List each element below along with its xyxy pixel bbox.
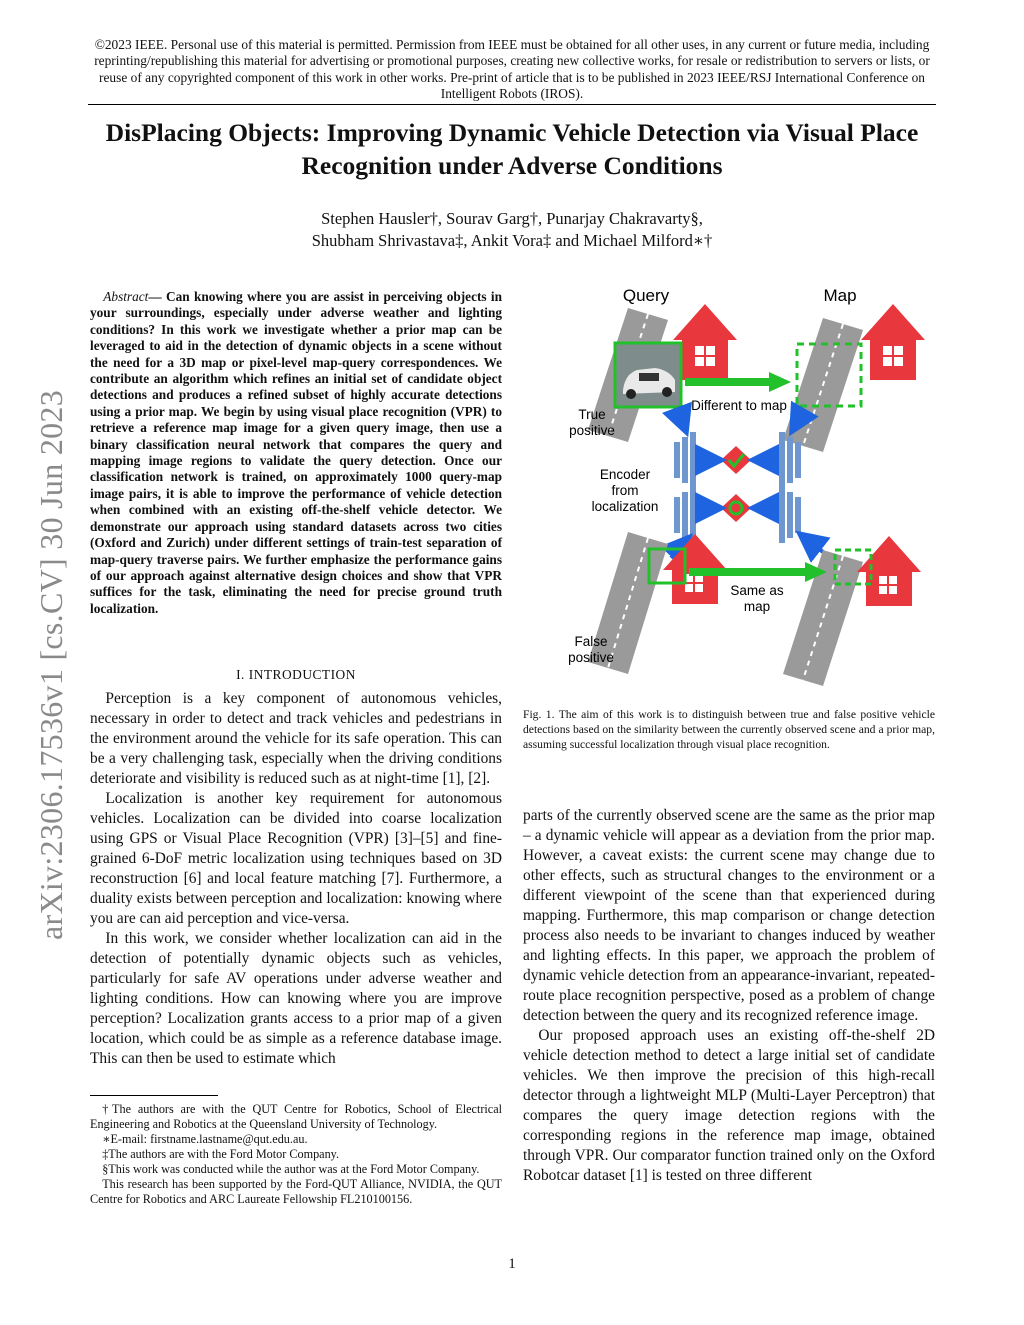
different-to-map-label: Different to map bbox=[691, 398, 787, 413]
right-column-text bbox=[523, 806, 935, 1186]
true-positive-line-2: positive bbox=[569, 423, 615, 438]
same-as-map-line-1: Same as bbox=[730, 583, 784, 598]
footnote-funding: This research has been supported by the Ford-QUT Alliance, NVIDIA, the QUT Centre for Robotics and ARC Laureate Fellowship FL210100156. bbox=[90, 1177, 502, 1206]
map-road-top bbox=[783, 318, 863, 452]
map-house-top bbox=[861, 304, 925, 380]
footnotes bbox=[90, 1102, 502, 1207]
header-rule bbox=[88, 104, 936, 105]
footnote-author-note: §This work was conducted while the author was at the Ford Motor Company. bbox=[102, 1162, 480, 1176]
query-encoder-top bbox=[674, 432, 696, 488]
arrow-detection-to-encoder bbox=[678, 410, 684, 426]
encoder-line-1: Encoder bbox=[599, 467, 651, 482]
authors bbox=[88, 208, 936, 252]
false-positive-line-1: False bbox=[574, 634, 608, 649]
abstract bbox=[90, 289, 502, 617]
page-number: 1 bbox=[508, 1256, 516, 1272]
authors-line-1: Stephen Hausler†, Sourav Garg†, Punarjay Chakravarty§, bbox=[321, 209, 703, 228]
false-positive-line-2: positive bbox=[568, 650, 614, 665]
map-label: Map bbox=[823, 286, 857, 305]
section-heading: I. INTRODUCTION bbox=[236, 667, 356, 682]
arxiv-watermark: arXiv:2306.17536v1 [cs.CV] 30 Jun 2023 bbox=[33, 389, 69, 940]
map-encoder-bottom bbox=[779, 487, 801, 543]
car-detection-box bbox=[615, 343, 681, 407]
query-label: Query bbox=[622, 286, 670, 305]
footnote-affiliation-qut: †The authors are with the QUT Centre for Robotics, School of Electrical Engineering and Robotics at the Queensland University of Technology. bbox=[90, 1102, 502, 1131]
encoder-label bbox=[592, 467, 659, 514]
abstract-label: Abstract bbox=[103, 289, 149, 304]
intro-paragraph-3: In this work, we consider whether localization can aid in the detection of potentially dynamic objects such as vehicles, particularly for safe AV operations under adverse weather and lighting conditions. How can knowing where you are improve perception? Localization grants access to a prior map of a given location, which could be as simple as a reference database image. This can then be used to estimate which bbox=[90, 930, 502, 1067]
comparator-diamond-top bbox=[721, 446, 751, 474]
figure-1 bbox=[523, 282, 935, 692]
footnote-email: ∗E-mail: firstname.lastname@qut.edu.au. bbox=[102, 1132, 308, 1146]
copyright-notice: ©2023 IEEE. Personal use of this material is permitted. Permission from IEEE must be obtained for all other uses, in any current or future media, including reprinting/republishing this material for advertising or promotional purposes, creating new collective works, for resale or redistribution to servers or lists, or reuse of any copyrighted component of this work in other works. Pre-print of article that is to be published in 2023 IEEE/RSJ International Conference on Intelligent Robots (IROS). bbox=[94, 37, 930, 102]
right-paragraph-2: Our proposed approach uses an existing off-the-shelf 2D vehicle detection method to detect a large initial set of candidate vehicles. We then improve the precision of this high-recall detector through a lightweight MLP (Multi-Layer Perceptron) that compares the query image detection regions with the corresponding regions in the reference map image, obtained through VPR. Our comparator function trained only on the Oxford Robotcar dataset [1] is tested on three different bbox=[523, 1027, 935, 1184]
footnote-rule bbox=[90, 1095, 218, 1096]
query-house-top bbox=[673, 304, 737, 380]
figure-caption: Fig. 1. The aim of this work is to distinguish between true and false positive vehicle detections based on the similarity between the currently observed scene and a prior map, assuming successful localization through visual place recognition. bbox=[523, 708, 935, 751]
right-paragraph-1: parts of the currently observed scene are the same as the prior map – a dynamic vehicle will appear as a deviation from the prior map. However, a caveat exists: the current scene may change due to other effects, such as structural changes to the environment or a different viewpoint of the scene than that experienced during mapping. Furthermore, this map comparison or change detection process also needs to be invariant to changes induced by weather and lighting effects. In this paper, we approach the problem of dynamic vehicle detection from an appearance-invariant, repeated-route place recognition perspective, posed as a problem of change detection between the query and its recognized reference image. bbox=[523, 807, 935, 1024]
comparator-diamond-bottom bbox=[721, 494, 751, 522]
intro-paragraph-1: Perception is a key component of autonomous vehicles, necessary in order to detect and track vehicles and pedestrians in the environment around the vehicle for its safe operation. This can be a very challenging task, especially when the driving conditions deteriorate and visibility is reduced such as at night-time [1], [2]. bbox=[90, 690, 502, 787]
intro-text bbox=[90, 689, 502, 1069]
intro-paragraph-2: Localization is another key requirement for autonomous vehicles. Localization can be divided into coarse localization using GPS or Visual Place Recognition (VPR) [3]–[5] and fine-grained 6-DoF metric localization using techniques based on 3D reconstruction [6] and local feature matching [7]. Furthermore, a duality exists between perception and localization: knowing where you are can aid perception and vice-versa. bbox=[90, 790, 502, 927]
paper-title: DisPlacing Objects: Improving Dynamic Vehicle Detection via Visual Place Recognition under Adverse Conditions bbox=[105, 118, 919, 180]
encoder-line-2: from bbox=[611, 483, 639, 498]
true-positive-line-1: True bbox=[578, 407, 606, 422]
authors-line-2: Shubham Shrivastava‡, Ankit Vora‡ and Michael Milford∗† bbox=[311, 231, 713, 250]
encoder-line-3: localization bbox=[591, 499, 659, 514]
arrow-map-fp-to-encoder bbox=[805, 538, 823, 552]
query-encoder-bottom bbox=[674, 487, 696, 543]
same-as-map-line-2: map bbox=[743, 599, 771, 614]
same-as-map-label bbox=[730, 583, 784, 614]
abstract-text: — Can knowing where you are assist in perceiving objects in your surroundings, especially under adverse weather and lighting conditions? In this work we investigate whether a prior map can be leveraged to aid in the detection of dynamic objects in a scene without the need for a 3D map or pixel-level map-query correspondences. We contribute an algorithm which refines an initial set of candidate object detections and produces a refined subset of highly accurate detections using a prior map. We begin by using visual place recognition (VPR) to retrieve a reference map image for a given query image, then use a binary classification neural network that compares the query and mapping image regions to validate the query detection. Once our classification network is trained, on approximately 1000 query-map image pairs, it is able to improve the performance of vehicle detection when combined with an existing off-the-shelf vehicle detector. We demonstrate our approach using standard datasets across two cities (Oxford and Zurich) under different settings of train-test separation of map-query traverse pairs. We further emphasize the performance gains of our approach against alternative design choices and show that VPR suffices for the task, eliminating the need for precise ground truth localization. bbox=[90, 289, 502, 616]
map-house-bottom bbox=[857, 536, 921, 606]
footnote-affiliation-ford: ‡The authors are with the Ford Motor Company. bbox=[102, 1147, 340, 1161]
false-positive-label bbox=[568, 634, 614, 665]
